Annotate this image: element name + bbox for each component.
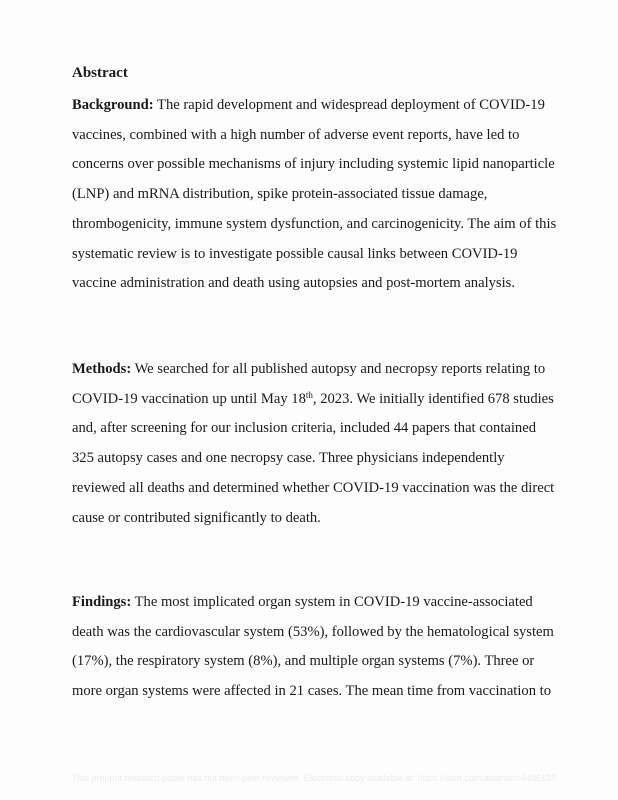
methods-line-5: reviewed all deaths and determined whether COVID-19 vaccination was the direct xyxy=(72,479,555,496)
background-text: The rapid development and widespread deployment of COVID-19 xyxy=(153,97,545,113)
background-line-7: vaccine administration and death using autopsies and post-mortem analysis. xyxy=(72,275,515,292)
methods-line-2 xyxy=(72,385,572,415)
background-line-1 xyxy=(72,91,572,121)
findings-line-2: death was the cardiovascular system (53%), followed by the hematological system xyxy=(72,623,554,640)
methods-line-4: 325 autopsy cases and one necropsy case. Three physicians independently xyxy=(72,450,505,467)
findings-text: The most implicated organ system in COVID-19 vaccine-associated xyxy=(131,594,533,610)
methods-text: We searched for all published autopsy and necropsy reports relating to xyxy=(131,361,546,377)
methods-studies-text: , 2023. We initially identified 678 studies xyxy=(312,390,554,407)
methods-label: Methods: xyxy=(72,361,132,377)
background-line-3: concerns over possible mechanisms of injury including systemic lipid nanoparticle xyxy=(72,156,555,173)
findings-paragraph xyxy=(72,588,572,707)
methods-line-1 xyxy=(72,355,572,385)
methods-line-3: and, after screening for our inclusion criteria, included 44 papers that contained xyxy=(72,420,536,437)
ordinal-superscript: th xyxy=(305,389,313,400)
methods-line-6: cause or contributed significantly to death. xyxy=(72,509,321,526)
findings-line-4: more organ systems were affected in 21 cases. The mean time from vaccination to xyxy=(72,683,551,700)
background-line-6: systematic review is to investigate possible causal links between COVID-19 xyxy=(72,245,518,262)
abstract-heading: Abstract xyxy=(72,65,128,81)
background-line-5: thrombogenicity, immune system dysfunction, and carcinogenicity. The aim of this xyxy=(72,215,557,232)
background-line-2: vaccines, combined with a high number of adverse event reports, have led to xyxy=(72,126,520,143)
findings-line-1 xyxy=(72,588,572,618)
methods-date-text: COVID-19 vaccination up until May 18 xyxy=(72,390,306,407)
findings-label: Findings: xyxy=(72,594,132,610)
findings-line-3: (17%), the respiratory system (8%), and multiple organ systems (7%). Three or xyxy=(72,653,535,670)
background-label: Background: xyxy=(72,97,154,113)
methods-paragraph xyxy=(72,355,572,533)
background-paragraph xyxy=(72,91,572,299)
preprint-footer-watermark: This preprint research paper has not been peer reviewed. Electronic copy available at: https://ssrn.com/abstract=4496137 xyxy=(71,773,557,783)
background-line-4: (LNP) and mRNA distribution, spike protein-associated tissue damage, xyxy=(72,186,488,203)
